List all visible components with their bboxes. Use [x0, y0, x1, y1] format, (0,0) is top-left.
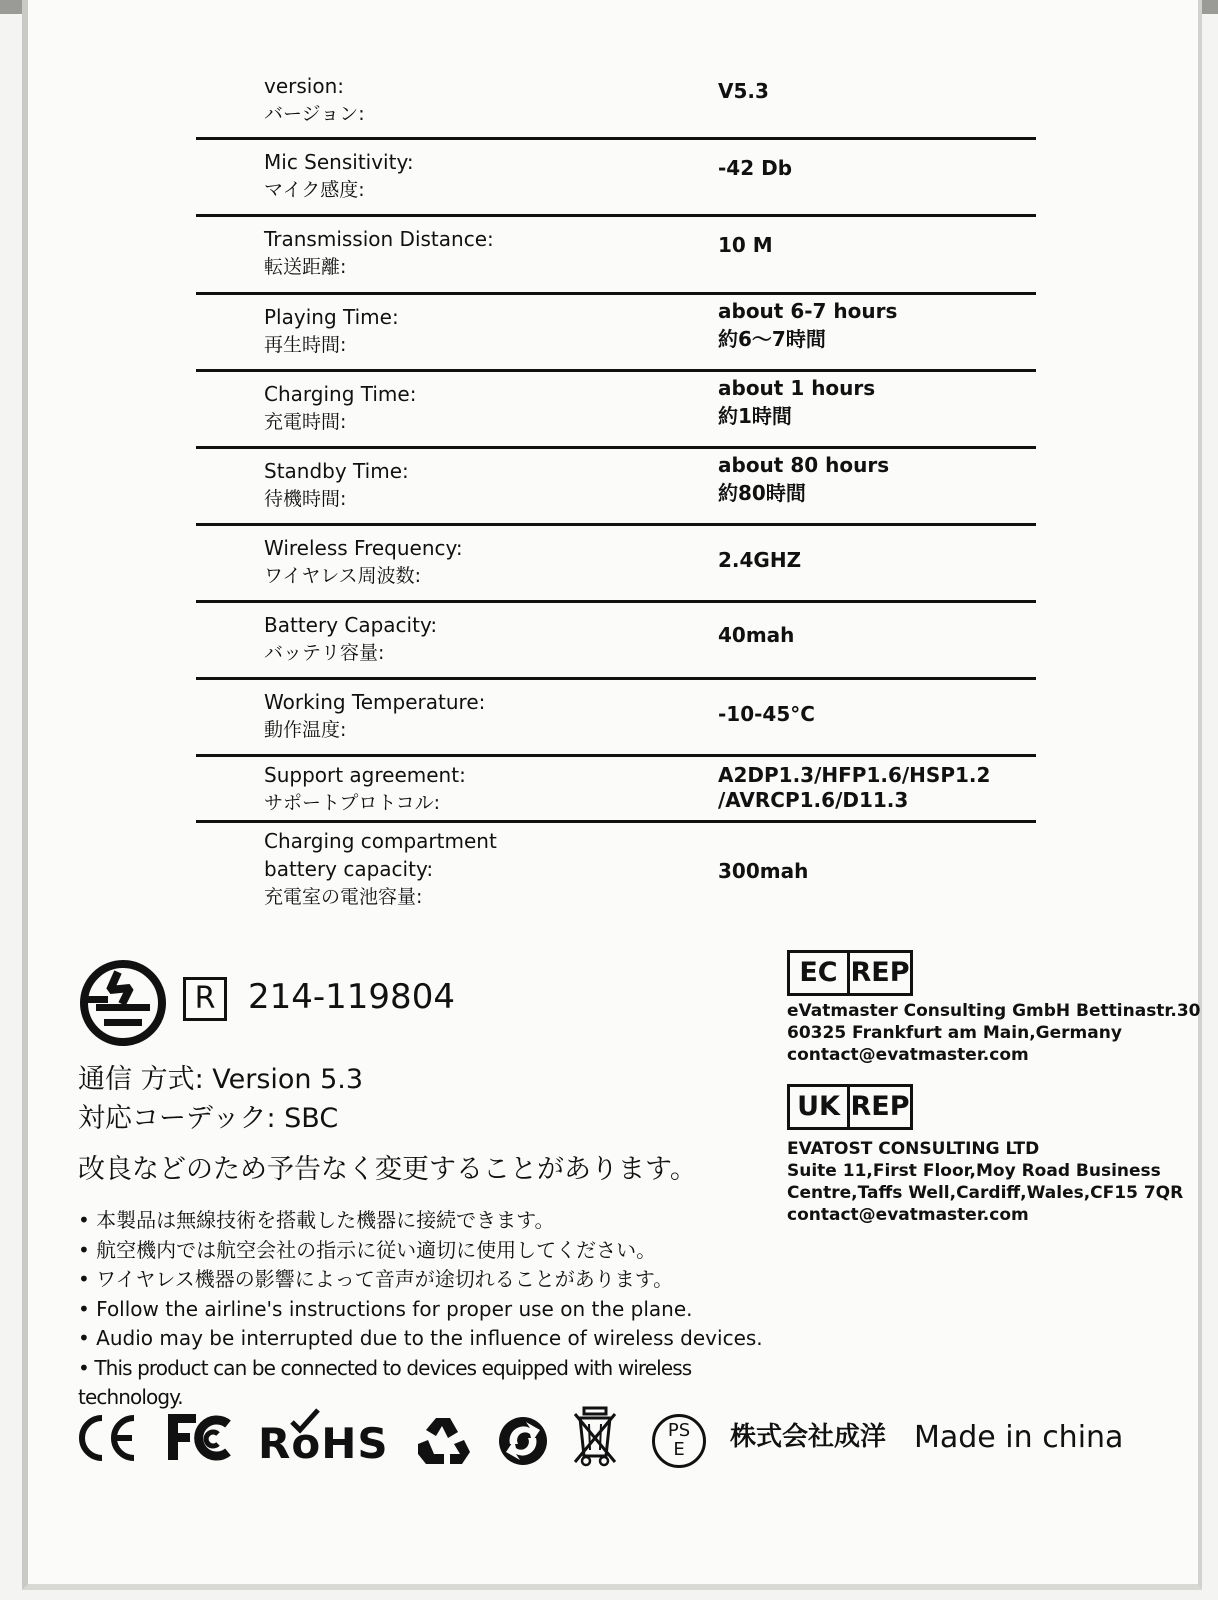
spec-label-jp: 再生時間:	[264, 334, 347, 356]
pse-bottom: E	[673, 1439, 685, 1460]
pse-mark-icon	[652, 1414, 706, 1468]
spec-value-jp: 約80時間	[718, 481, 806, 505]
spec-value: A2DP1.3/HFP1.6/HSP1.2	[718, 763, 991, 787]
recycle-icon	[414, 1414, 472, 1466]
spec-label: Transmission Distance:	[264, 227, 494, 251]
spec-value: -42 Db	[718, 156, 793, 180]
spec-value-jp: 約1時間	[718, 404, 792, 428]
spec-label-jp: 充電室の電池容量:	[264, 886, 423, 908]
badge-right: REP	[850, 957, 910, 988]
spec-value: 2.4GHZ	[718, 548, 802, 572]
spec-label-jp: 待機時間:	[264, 488, 347, 510]
spec-value: 10 M	[718, 233, 773, 257]
spec-label: Wireless Frequency:	[264, 536, 463, 560]
spec-row-version	[196, 70, 1036, 140]
spec-label: Working Temperature:	[264, 690, 486, 714]
list-item: • Audio may be interrupted due to the influence of wireless devices.	[78, 1326, 763, 1350]
spec-label-jp: 動作温度:	[264, 719, 347, 741]
spec-value: 40mah	[718, 623, 795, 647]
spec-label-jp: サポートプロトコル:	[264, 792, 441, 814]
spec-value-2: /AVRCP1.6/D11.3	[718, 788, 909, 812]
spec-value-jp: 約6〜7時間	[718, 327, 826, 351]
list-item: • This product can be connected to devices equipped with wireless technology.	[78, 1355, 692, 1409]
comm-method: 通信 方式: Version 5.3	[78, 1064, 364, 1095]
spec-label-jp: ワイヤレス周波数:	[264, 565, 422, 587]
spec-value: about 80 hours	[718, 453, 890, 477]
spec-value: V5.3	[718, 79, 769, 103]
badge-right: REP	[850, 1091, 910, 1122]
uk-rep-address	[787, 1138, 1183, 1226]
made-in-label: Made in china	[914, 1420, 1124, 1455]
spec-value: about 6-7 hours	[718, 299, 898, 323]
spec-label-jp: 転送距離:	[264, 256, 347, 278]
spec-label: Battery Capacity:	[264, 613, 438, 637]
ec-rep-block	[787, 950, 1201, 1066]
spec-value: -10-45°C	[718, 702, 815, 726]
spec-row-distance	[196, 217, 1036, 295]
uk-rep-block	[787, 1084, 1183, 1226]
contact-email: contact@evatmaster.com	[787, 1205, 1029, 1225]
spec-row-case-battery	[196, 823, 1036, 923]
ec-rep-badge	[787, 950, 913, 996]
address-line: Suite 11,First Floor,Moy Road Business	[787, 1161, 1161, 1181]
spec-label-2: battery capacity:	[264, 857, 434, 881]
spec-row-temperature	[196, 680, 1036, 757]
address-line: 60325 Frankfurt am Main,Germany	[787, 1023, 1122, 1043]
spec-row-frequency	[196, 526, 1036, 603]
spec-value: about 1 hours	[718, 376, 876, 400]
list-item: • 本製品は無線技術を搭載した機器に接続できます。	[78, 1208, 555, 1232]
ec-rep-address	[787, 1000, 1201, 1066]
badge-left: EC	[790, 953, 850, 993]
registered-mark: R	[183, 977, 227, 1021]
spec-label-jp: バッテリ容量:	[264, 642, 385, 664]
spec-label-jp: バージョン:	[264, 103, 365, 125]
spec-label: version:	[264, 74, 344, 98]
uk-rep-badge	[787, 1084, 913, 1130]
spec-value: 300mah	[718, 859, 809, 883]
spec-label: Support agreement:	[264, 763, 466, 787]
spec-row-playing	[196, 295, 1036, 372]
spec-label: Standby Time:	[264, 459, 409, 483]
contact-email: contact@evatmaster.com	[787, 1045, 1029, 1065]
crossed-bin-icon	[572, 1406, 618, 1468]
spec-table	[196, 70, 1036, 923]
address-line: eVatmaster Consulting GmbH Bettinastr.30	[787, 1001, 1201, 1021]
certification-number: 214-119804	[248, 977, 455, 1017]
spec-label: Mic Sensitivity:	[264, 150, 414, 174]
change-notice: 改良などのため予告なく変更することがあります。	[78, 1154, 697, 1185]
list-item: • 航空機内では航空会社の指示に従い適切に使用してください。	[78, 1237, 657, 1262]
spec-label-jp: マイク感度:	[264, 179, 365, 201]
badge-left: UK	[790, 1087, 850, 1127]
spec-row-battery	[196, 603, 1036, 680]
fcc-mark-icon	[166, 1412, 238, 1464]
pse-top: PS	[667, 1420, 691, 1441]
telec-icon	[78, 958, 168, 1048]
list-item: • ワイヤレス機器の影響によって音声が途切れることがあります。	[78, 1267, 674, 1291]
spec-row-charging	[196, 372, 1036, 449]
spec-label-jp: 充電時間:	[264, 411, 347, 433]
ce-mark-icon	[76, 1414, 138, 1462]
codec: 対応コーデック: SBC	[78, 1103, 339, 1134]
spec-label: Charging Time:	[264, 382, 417, 406]
rohs-logo	[258, 1408, 389, 1468]
notice-list	[78, 1206, 798, 1413]
rohs-text: RoHS	[258, 1419, 389, 1468]
address-line: Centre,Taffs Well,Cardiff,Wales,CF15 7QR	[787, 1183, 1184, 1203]
address-line: EVATOST CONSULTING LTD	[787, 1139, 1040, 1159]
list-item: • Follow the airline's instructions for proper use on the plane.	[78, 1296, 693, 1321]
spec-label: Playing Time:	[264, 305, 399, 329]
spec-row-standby	[196, 449, 1036, 526]
spec-row-protocol	[196, 757, 1036, 823]
spec-row-mic	[196, 140, 1036, 217]
green-dot-icon	[496, 1414, 550, 1468]
spec-label: Charging compartment	[264, 829, 497, 853]
company-name: 株式会社成洋	[730, 1422, 887, 1452]
